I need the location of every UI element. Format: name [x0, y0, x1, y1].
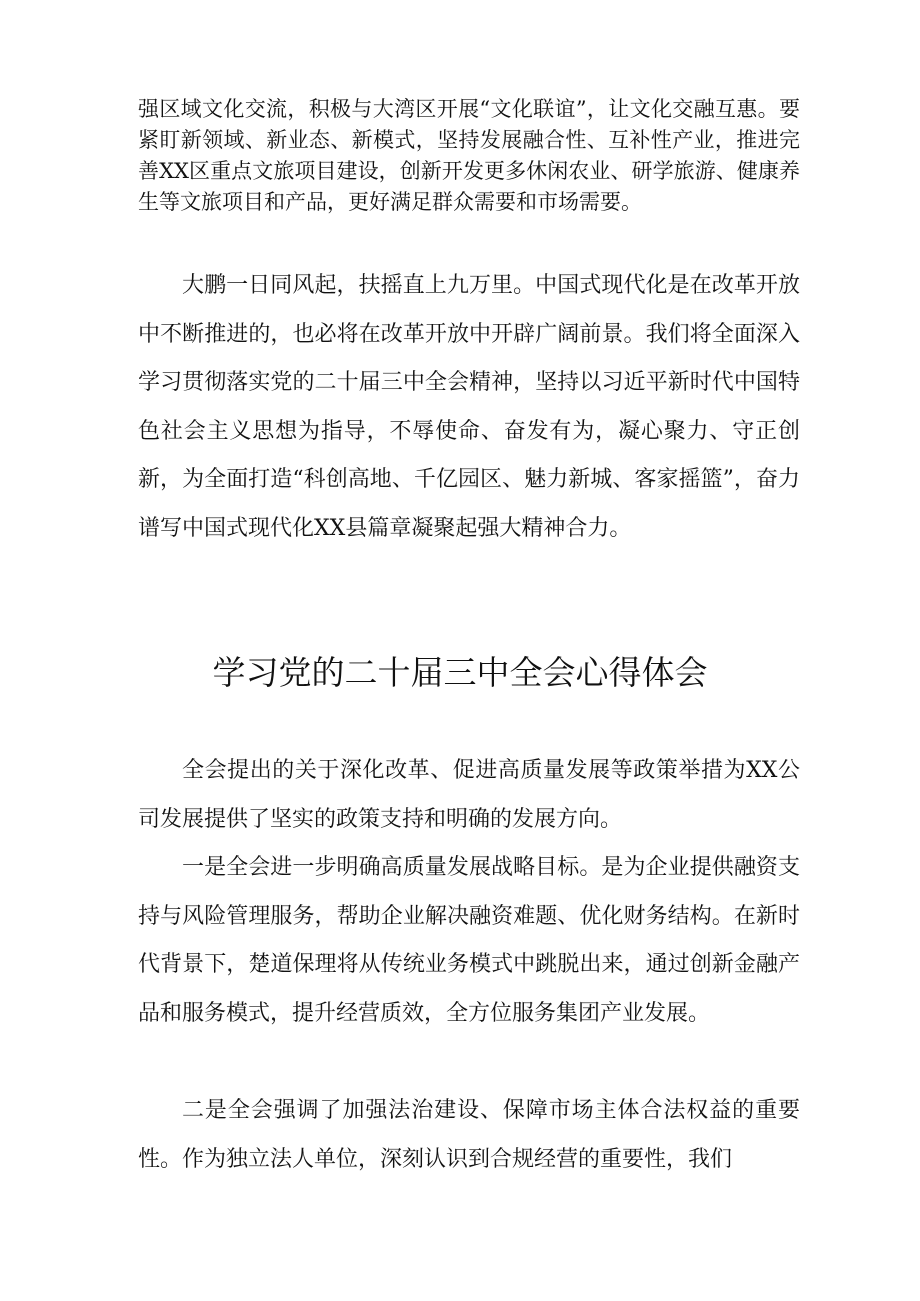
paragraph-point-one: 一是全会进一步明确高质量发展战略目标。是为企业提供融资支持与风险管理服务，帮助企业解决融资难题、优化财务结构。在新时代背景下，楚道保理将从传统业务模式中跳脱出来，通过创新金融产品和服务模式，提升经营质效，全方位服务集团产业发展。 [138, 855, 800, 1026]
paragraph-point-two: 二是全会强调了加强法治建设、保障市场主体合法权益的重要性。作为独立法人单位，深刻认识到合规经营的重要性，我们 [138, 1098, 800, 1172]
paragraph-cultural-exchange: 强区域文化交流，积极与大湾区开展“文化联谊”，让文化交融互惠。要紧盯新领域、新业态、新模式，坚持发展融合性、互补性产业，推进完善XX区重点文旅项目建设，创新开发更多休闲农业、研学旅游、健康养生等文旅项目和产品，更好满足群众需要和市场需要。 [138, 97, 800, 214]
paragraph-reform-opening: 大鹏一日同风起，扶摇直上九万里。中国式现代化是在改革开放中不断推进的，也必将在改革开放中开辟广阔前景。我们将全面深入学习贯彻落实党的二十届三中全会精神，坚持以习近平新时代中国特色社会主义思想为指导，不辱使命、奋发有为，凝心聚力、守正创新，为全面打造“科创高地、千亿园区、魅力新城、客家摇篮”，奋力谱写中国式现代化XX县篇章凝聚起强大精神合力。 [138, 273, 800, 541]
section-heading: 学习党的二十届三中全会心得体会 [212, 653, 708, 692]
paragraph-policy-support: 全会提出的关于深化改革、促进高质量发展等政策举措为XX公司发展提供了坚实的政策支持和明确的发展方向。 [138, 758, 800, 832]
